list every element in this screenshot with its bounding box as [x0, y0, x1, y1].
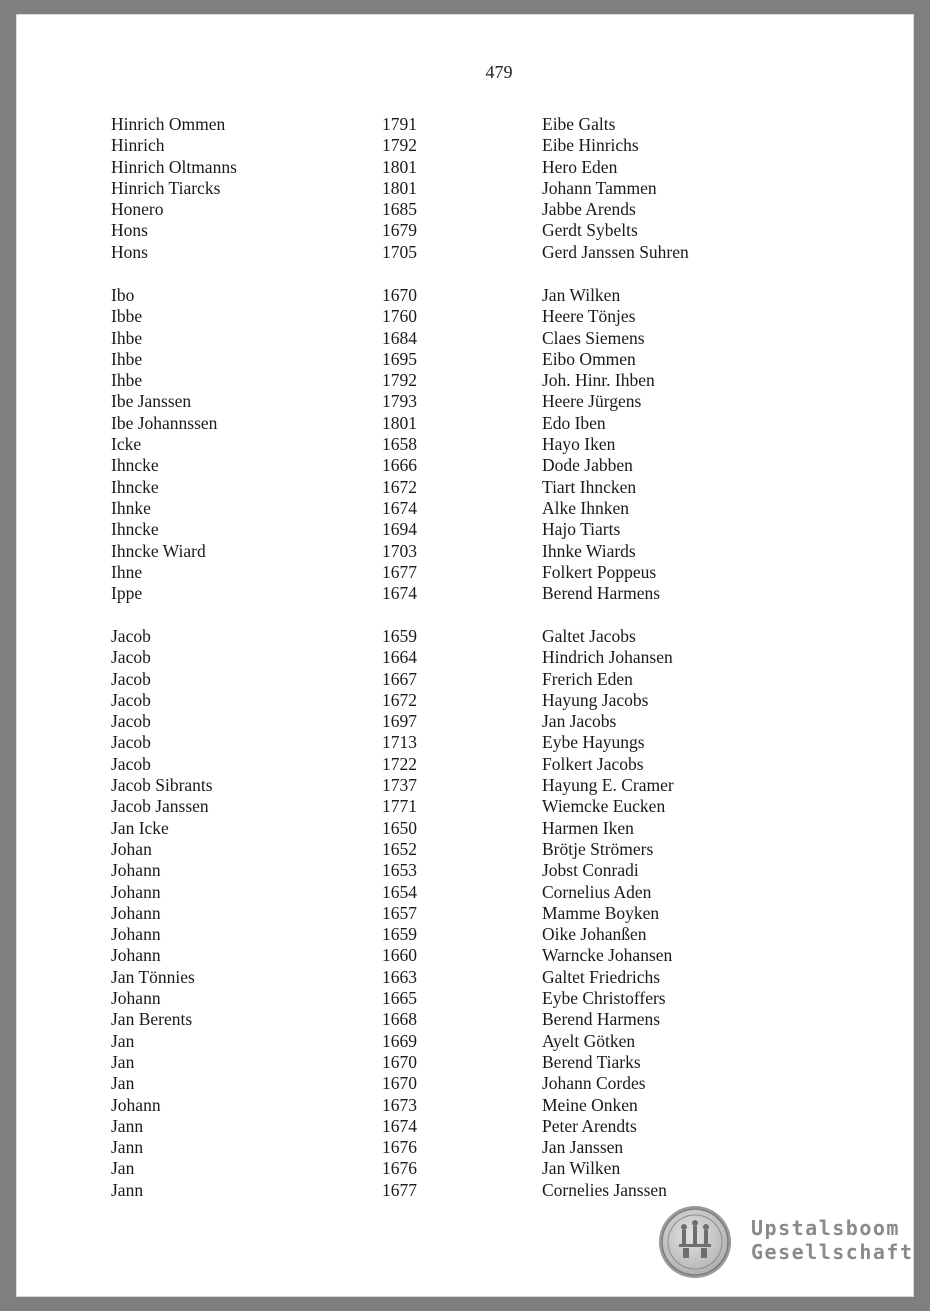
year-cell: 1793 — [382, 391, 417, 412]
partner-cell: Dode Jabben — [542, 455, 633, 476]
table-row — [16, 690, 914, 711]
partner-cell: Ayelt Götken — [542, 1030, 636, 1051]
year-cell: 1713 — [382, 732, 417, 753]
year-cell: 1685 — [382, 199, 417, 220]
partner-cell: Heere Jürgens — [542, 391, 642, 412]
partner-cell: Hayo Iken — [542, 434, 616, 455]
year-cell: 1670 — [382, 1073, 417, 1094]
partner-cell: Hindrich Johansen — [542, 647, 673, 668]
name-cell: Jacob — [111, 689, 151, 710]
table-row — [16, 114, 914, 135]
name-cell: Hinrich Ommen — [111, 114, 226, 134]
name-cell: Johann — [111, 924, 161, 945]
year-cell: 1677 — [382, 561, 417, 582]
partner-cell: Hero Eden — [542, 156, 618, 177]
table-row — [16, 157, 914, 178]
section-h — [16, 114, 914, 263]
partner-cell: Hajo Tiarts — [542, 519, 621, 540]
year-cell: 1705 — [382, 241, 417, 262]
partner-cell: Gerdt Sybelts — [542, 220, 638, 241]
year-cell: 1674 — [382, 497, 417, 518]
seal-icon — [659, 1206, 731, 1278]
partner-cell: Joh. Hinr. Ihben — [542, 370, 655, 391]
name-cell: Hinrich Oltmanns — [111, 156, 237, 177]
year-cell: 1669 — [382, 1030, 417, 1051]
partner-cell: Galtet Friedrichs — [542, 966, 661, 987]
name-cell: Ippe — [111, 583, 143, 604]
table-row — [16, 455, 914, 476]
partner-cell: Johann Cordes — [542, 1073, 646, 1094]
year-cell: 1658 — [382, 434, 417, 455]
partner-cell: Eybe Hayungs — [542, 732, 645, 753]
name-cell: Jacob — [111, 626, 151, 646]
year-cell: 1695 — [382, 348, 417, 369]
upstalsboom-logo — [659, 1206, 914, 1286]
partner-cell: Mamme Boyken — [542, 902, 660, 923]
name-cell: Jan Berents — [111, 1009, 193, 1030]
partner-cell: Jan Jacobs — [542, 711, 617, 732]
table-row — [16, 519, 914, 540]
partner-cell: Hayung E. Cramer — [542, 775, 674, 796]
table-row — [16, 349, 914, 370]
table-row — [16, 1116, 914, 1137]
partner-cell: Edo Iben — [542, 412, 606, 433]
table-row — [16, 1095, 914, 1116]
partner-cell: Folkert Poppeus — [542, 561, 657, 582]
year-cell: 1659 — [382, 626, 417, 646]
year-cell: 1694 — [382, 519, 417, 540]
partner-cell: Eibe Hinrichs — [542, 135, 639, 156]
partner-cell: Jan Wilken — [542, 1158, 621, 1179]
name-cell: Jann — [111, 1115, 144, 1136]
name-cell: Johann — [111, 1094, 161, 1115]
table-row — [16, 220, 914, 241]
document-page — [16, 14, 914, 1297]
year-cell: 1653 — [382, 860, 417, 881]
table-row — [16, 626, 914, 647]
name-cell: Hons — [111, 241, 148, 262]
year-cell: 1801 — [382, 156, 417, 177]
name-cell: Ihne — [111, 561, 143, 582]
year-cell: 1672 — [382, 476, 417, 497]
partner-cell: Alke Ihnken — [542, 497, 629, 518]
partner-cell: Heere Tönjes — [542, 306, 636, 327]
table-row — [16, 1052, 914, 1073]
name-cell: Hinrich Tiarcks — [111, 177, 221, 198]
partner-cell: Claes Siemens — [542, 327, 645, 348]
table-row — [16, 1009, 914, 1030]
table-row — [16, 135, 914, 156]
year-cell: 1652 — [382, 838, 417, 859]
partner-cell: Jobst Conradi — [542, 860, 639, 881]
table-row — [16, 199, 914, 220]
year-cell: 1660 — [382, 945, 417, 966]
name-cell: Johann — [111, 881, 161, 902]
table-row — [16, 391, 914, 412]
name-cell: Ihbe — [111, 370, 143, 391]
year-cell: 1673 — [382, 1094, 417, 1115]
table-row — [16, 583, 914, 604]
name-cell: Jan Icke — [111, 817, 169, 838]
name-cell: Jacob — [111, 711, 151, 732]
table-row — [16, 498, 914, 519]
name-cell: Ihnke — [111, 497, 151, 518]
partner-cell: Meine Onken — [542, 1094, 638, 1115]
year-cell: 1684 — [382, 327, 417, 348]
name-cell: Jan Tönnies — [111, 966, 195, 987]
name-cell: Jacob Sibrants — [111, 775, 213, 796]
logo-text-line2: Gesellschaft — [751, 1240, 914, 1264]
table-row — [16, 903, 914, 924]
name-cell: Ibe Johannssen — [111, 412, 218, 433]
name-cell: Ihncke — [111, 519, 159, 540]
section-j — [16, 626, 914, 1201]
year-cell: 1760 — [382, 306, 417, 327]
table-row — [16, 882, 914, 903]
table-row — [16, 775, 914, 796]
partner-cell: Tiart Ihncken — [542, 476, 637, 497]
table-row — [16, 306, 914, 327]
name-cell: Hons — [111, 220, 148, 241]
partner-cell: Berend Tiarks — [542, 1051, 641, 1072]
name-cell: Johann — [111, 988, 161, 1009]
year-cell: 1654 — [382, 881, 417, 902]
table-row — [16, 328, 914, 349]
table-row — [16, 1073, 914, 1094]
name-cell: Jacob Janssen — [111, 796, 209, 817]
name-cell: Johann — [111, 902, 161, 923]
year-cell: 1737 — [382, 775, 417, 796]
year-cell: 1666 — [382, 455, 417, 476]
year-cell: 1665 — [382, 988, 417, 1009]
year-cell: 1697 — [382, 711, 417, 732]
year-cell: 1703 — [382, 540, 417, 561]
year-cell: 1674 — [382, 1115, 417, 1136]
table-row — [16, 796, 914, 817]
name-cell: Jacob — [111, 732, 151, 753]
name-cell: Jacob — [111, 753, 151, 774]
table-row — [16, 413, 914, 434]
name-cell: Ibe Janssen — [111, 391, 192, 412]
year-cell: 1670 — [382, 285, 417, 305]
partner-cell: Frerich Eden — [542, 668, 633, 689]
partner-cell: Harmen Iken — [542, 817, 634, 838]
year-cell: 1668 — [382, 1009, 417, 1030]
name-cell: Icke — [111, 434, 142, 455]
year-cell: 1672 — [382, 689, 417, 710]
partner-cell: Wiemcke Eucken — [542, 796, 666, 817]
name-cell: Jann — [111, 1137, 144, 1158]
partner-cell: Galtet Jacobs — [542, 626, 636, 646]
name-cell: Ihncke — [111, 455, 159, 476]
year-cell: 1791 — [382, 114, 417, 134]
table-row — [16, 434, 914, 455]
partner-cell: Ihnke Wiards — [542, 540, 636, 561]
name-cell: Jacob — [111, 647, 151, 668]
table-row — [16, 541, 914, 562]
name-cell: Jan — [111, 1051, 135, 1072]
year-cell: 1670 — [382, 1051, 417, 1072]
partner-cell: Folkert Jacobs — [542, 753, 644, 774]
page-number: 479 — [485, 62, 513, 82]
name-cell: Ibbe — [111, 306, 143, 327]
name-cell: Johan — [111, 838, 152, 859]
name-cell: Jan — [111, 1073, 135, 1094]
partner-cell: Johann Tammen — [542, 177, 657, 198]
partner-cell: Berend Harmens — [542, 583, 661, 604]
year-cell: 1722 — [382, 753, 417, 774]
table-row — [16, 178, 914, 199]
table-row — [16, 1137, 914, 1158]
partner-cell: Brötje Strömers — [542, 838, 654, 859]
partner-cell: Jan Janssen — [542, 1137, 624, 1158]
name-cell: Jan — [111, 1030, 135, 1051]
table-row — [16, 754, 914, 775]
partner-cell: Eybe Christoffers — [542, 988, 666, 1009]
partner-cell: Gerd Janssen Suhren — [542, 241, 689, 262]
year-cell: 1650 — [382, 817, 417, 838]
name-cell: Ihbe — [111, 327, 143, 348]
table-row — [16, 562, 914, 583]
name-cell: Jacob — [111, 668, 151, 689]
year-cell: 1801 — [382, 412, 417, 433]
table-row — [16, 242, 914, 263]
table-row — [16, 669, 914, 690]
year-cell: 1676 — [382, 1158, 417, 1179]
logo-text-line1: Upstalsboom — [751, 1216, 900, 1240]
table-row — [16, 839, 914, 860]
partner-cell: Hayung Jacobs — [542, 689, 649, 710]
partner-cell: Warncke Johansen — [542, 945, 673, 966]
year-cell: 1801 — [382, 177, 417, 198]
table-row — [16, 370, 914, 391]
partner-cell: Oike Johanßen — [542, 924, 647, 945]
table-row — [16, 732, 914, 753]
name-cell: Honero — [111, 199, 164, 220]
table-row — [16, 945, 914, 966]
table-row — [16, 1180, 914, 1201]
name-cell: Hinrich — [111, 135, 165, 156]
name-cell: Jan — [111, 1158, 135, 1179]
year-cell: 1792 — [382, 135, 417, 156]
year-cell: 1677 — [382, 1179, 417, 1200]
name-cell: Johann — [111, 860, 161, 881]
partner-cell: Peter Arendts — [542, 1115, 637, 1136]
partner-cell: Eibo Ommen — [542, 348, 636, 369]
year-cell: 1663 — [382, 966, 417, 987]
partner-cell: Jabbe Arends — [542, 199, 636, 220]
name-cell: Jann — [111, 1179, 144, 1200]
name-cell: Ibo — [111, 285, 135, 305]
partner-cell: Cornelies Janssen — [542, 1179, 667, 1200]
table-row — [16, 924, 914, 945]
table-row — [16, 477, 914, 498]
partner-cell: Cornelius Aden — [542, 881, 652, 902]
partner-cell: Eibe Galts — [542, 114, 616, 134]
year-cell: 1667 — [382, 668, 417, 689]
table-row — [16, 285, 914, 306]
section-i — [16, 285, 914, 604]
year-cell: 1679 — [382, 220, 417, 241]
year-cell: 1792 — [382, 370, 417, 391]
table-row — [16, 967, 914, 988]
table-row — [16, 711, 914, 732]
name-cell: Ihncke — [111, 476, 159, 497]
partner-cell: Jan Wilken — [542, 285, 621, 305]
year-cell: 1674 — [382, 583, 417, 604]
name-cell: Ihncke Wiard — [111, 540, 206, 561]
name-cell: Johann — [111, 945, 161, 966]
table-row — [16, 860, 914, 881]
table-row — [16, 1031, 914, 1052]
table-row — [16, 647, 914, 668]
year-cell: 1657 — [382, 902, 417, 923]
year-cell: 1659 — [382, 924, 417, 945]
year-cell: 1676 — [382, 1137, 417, 1158]
partner-cell: Berend Harmens — [542, 1009, 661, 1030]
table-row — [16, 818, 914, 839]
year-cell: 1664 — [382, 647, 417, 668]
table-row — [16, 1158, 914, 1179]
name-cell: Ihbe — [111, 348, 143, 369]
table-row — [16, 988, 914, 1009]
year-cell: 1771 — [382, 796, 417, 817]
